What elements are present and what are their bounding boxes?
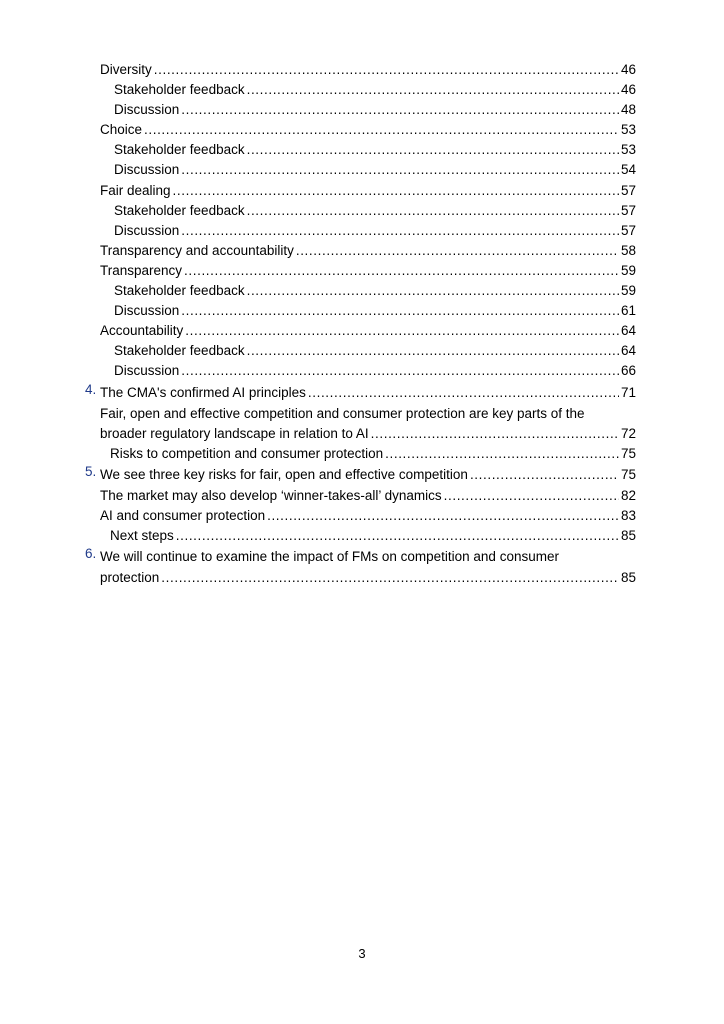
toc-leader-dots [181,301,619,321]
toc-leader-dots [470,464,619,486]
toc-entry-label: Discussion [114,102,180,118]
toc-entry-page: 82 [620,487,636,503]
toc-entry-label: Stakeholder feedback [114,343,245,359]
toc-entry-label: Stakeholder feedback [114,142,245,158]
toc-leader-dots [173,181,619,201]
toc-entry-page: 53 [620,142,636,158]
toc-entry-label: AI and consumer protection [100,507,266,523]
toc-entry-label: Diversity [100,62,152,77]
toc-entry-choice[interactable] [100,120,636,140]
page-number: 3 [358,946,366,961]
toc-entry-label: Accountability [100,323,184,339]
toc-entry-page: 61 [620,303,636,319]
toc-entry-ai-consumer-protection[interactable] [100,506,636,526]
toc-leader-dots [181,160,619,180]
toc-entry-fair-dealing-stakeholder-feedback[interactable] [114,201,636,221]
toc-leader-dots [371,424,619,444]
toc-entry-page: 46 [620,62,636,77]
toc-leader-dots [247,281,619,301]
toc-entry-line2 [100,568,636,588]
toc-entry-fair-dealing-discussion[interactable] [114,221,636,241]
toc-leader-dots [385,444,619,464]
toc-entry-page: 66 [620,363,636,379]
toc-entry-label: Stakeholder feedback [114,82,245,98]
toc-entry-accountability[interactable] [100,321,636,341]
toc-entry-page: 85 [620,570,636,586]
toc-leader-dots [247,341,619,361]
toc-leader-dots [181,361,619,381]
toc-entry-label: protection [100,570,160,586]
toc-leader-dots [247,140,619,160]
toc-entry-page: 57 [620,202,636,218]
toc-entry-label: Choice [100,122,143,138]
toc-entry-label: Risks to competition and consumer protection [110,445,384,461]
toc-leader-dots [154,60,619,80]
toc-entry-transparency-discussion[interactable] [114,301,636,321]
toc-leader-dots [181,221,619,241]
toc-entry-line2 [100,424,636,444]
toc-leader-dots [247,201,619,221]
toc-entry-label: We see three key risks for fair, open and effective competition [100,466,468,482]
toc-entry-line1 [85,546,636,568]
toc-entry-winner-takes-all[interactable] [100,486,636,506]
toc-entry-page: 59 [620,283,636,299]
toc-entry-accountability-stakeholder-feedback[interactable] [114,341,636,361]
toc-entry-page: 64 [620,323,636,339]
toc-entry-page: 71 [620,384,636,400]
toc-entry-label: broader regulatory landscape in relation to AI [100,425,369,441]
toc-entry-page: 57 [620,222,636,238]
toc-leader-dots [144,120,619,140]
toc-leader-dots [184,261,619,281]
toc-entry-label: Transparency and accountability [100,242,294,258]
section-number: 4. [85,381,97,397]
toc-leader-dots [308,382,619,404]
toc-entry-label: The market may also develop ‘winner-takes-all’ dynamics [100,487,442,503]
toc-entry-page: 48 [620,102,636,118]
toc-entry-choice-discussion[interactable] [114,160,636,180]
toc-entry-fair-dealing[interactable] [100,181,636,201]
toc-entry-diversity-discussion[interactable] [114,100,636,120]
toc-entry-diversity-stakeholder-feedback[interactable] [114,80,636,100]
toc-leader-dots [181,100,619,120]
toc-entry-label: Fair dealing [100,182,171,198]
section-number: 6. [85,546,97,562]
toc-entry-transparency[interactable] [100,261,636,281]
toc-entry-transparency-stakeholder-feedback[interactable] [114,281,636,301]
toc-entry-label: Discussion [114,303,180,319]
toc-entry-label: Next steps [110,527,174,543]
toc-leader-dots [267,506,619,526]
toc-entry-label: The CMA's confirmed AI principles [100,384,306,400]
toc-leader-dots [247,80,619,100]
toc-entry-three-key-risks[interactable] [85,463,636,486]
toc-entry-label-line1: We will continue to examine the impact of FMs on competition and consumer [100,549,559,565]
toc-entry-page: 58 [620,242,636,258]
toc-entry-label: Stakeholder feedback [114,283,245,299]
toc-entry-cma-confirmed-ai-principles[interactable] [85,381,636,404]
toc-leader-dots [296,241,619,261]
toc-entry-fair-open-effective-competition[interactable] [0,404,724,444]
toc-leader-dots [176,526,619,546]
toc-leader-dots [185,321,619,341]
toc-entry-label: Discussion [114,162,180,178]
toc-entry-label: Stakeholder feedback [114,202,245,218]
toc-entry-label: Discussion [114,363,180,379]
toc-entry-page: 72 [620,425,636,441]
toc-entry-page: 64 [620,343,636,359]
toc-entry-page: 85 [620,527,636,543]
toc-entry-page: 57 [620,182,636,198]
toc-entry-page: 75 [620,445,636,461]
section-number: 5. [85,463,97,479]
toc-entry-next-steps[interactable] [110,526,636,546]
toc-entry-page: 59 [620,262,636,278]
toc-entry-page: 75 [620,466,636,482]
toc-entry-diversity[interactable] [100,60,636,80]
toc-entry-label: Transparency [100,262,183,278]
toc-entry-page: 54 [620,162,636,178]
toc-entry-label: Discussion [114,222,180,238]
toc-entry-label-line1: Fair, open and effective competition and consumer protection are key parts of the [100,405,585,421]
toc-leader-dots [161,568,619,588]
toc-entry-transparency-and-accountability[interactable] [100,241,636,261]
toc-entry-page: 53 [620,122,636,138]
toc-entry-risks-to-competition[interactable] [110,444,636,464]
toc-entry-page: 83 [620,507,636,523]
toc-entry-continue-to-examine[interactable] [0,546,724,588]
toc-entry-choice-stakeholder-feedback[interactable] [114,140,636,160]
toc-leader-dots [444,486,619,506]
toc-entry-page: 46 [620,82,636,98]
toc-entry-accountability-discussion[interactable] [114,361,636,381]
table-of-contents [0,60,724,588]
